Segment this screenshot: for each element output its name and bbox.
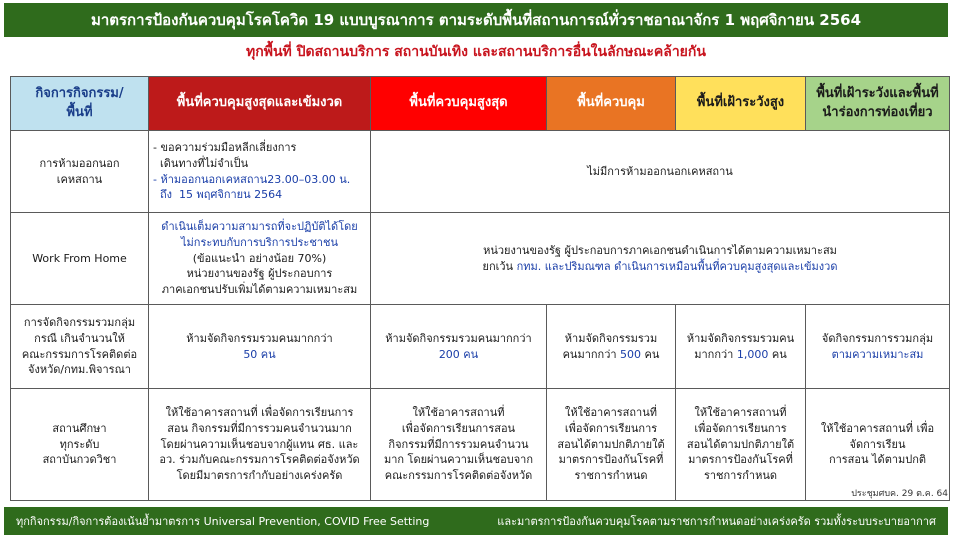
wfh-others-cell: หน่วยงานของรัฐ ผู้ประกอบการภาคเอกชนดำเนินการได้ตามความเหมาะสม ยกเว้น กทม. และปริมณฑล ดำเนินการเหมือนพื้นที่ควบคุมสูงสุดและเข้มงวด: [371, 213, 950, 305]
footer-banner: [4, 507, 948, 535]
header-zone-dark-red: พื้นที่ควบคุมสูงสุดและเข้มงวด: [149, 77, 371, 131]
gathering-yellow-cell: ห้ามจัดกิจกรรมรวมคน มากกว่า 1,000 คน: [676, 305, 806, 389]
footer-left-text: ทุกกิจกรรม/กิจการต้องเน้นย้ำมาตรการ Universal Prevention, COVID Free Setting: [16, 515, 430, 528]
schools-yellow-cell: ให้ใช้อาคารสถานที่ เพื่อจัดการเรียนการ สอนได้ตามปกติภายใต้ มาตรการป้องกันโรคที่ ราชการกำหนด: [676, 389, 806, 501]
schools-dark-red-cell: ให้ใช้อาคารสถานที่ เพื่อจัดการเรียนการ สอน กิจกรรมที่มีการรวมคนจำนวนมาก โดยผ่านความเห็นชอบจากผู้แทน ศธ. และ อว. ร่วมกับคณะกรรมการโรคติดต่อจังหวัด โดยมีมาตรการกำกับอย่างเคร่งครัด: [149, 389, 371, 501]
row-schools: [11, 389, 950, 501]
wfh-dark-red-cell: ดำเนินเต็มความสามารถที่จะปฏิบัติได้โดย ไม่กระทบกับการบริการประชาชน (ข้อแนะนำ อย่างน้อย 70%) หน่วยงานของรัฐ ผู้ประกอบการ ภาคเอกชนปรับเพิ่มได้ตามความเหมาะสม: [149, 213, 371, 305]
label-schools: สถานศึกษา ทุกระดับ สถาบันกวดวิชา: [11, 389, 149, 501]
page-title: มาตรการป้องกันควบคุมโรคโควิด 19 แบบบูรณาการ ตามระดับพื้นที่สถานการณ์ทั่วราชอาณาจักร 1 พฤศจิกายน 2564: [90, 11, 862, 29]
gathering-dark-red-cell: ห้ามจัดกิจกรรมรวมคนมากกว่า 50 คน: [149, 305, 371, 389]
schools-orange-cell: ให้ใช้อาคารสถานที่ เพื่อจัดการเรียนการ สอนได้ตามปกติภายใต้ มาตรการป้องกันโรคที่ ราชการกำหนด: [547, 389, 676, 501]
schools-red-cell: ให้ใช้อาคารสถานที่ เพื่อจัดการเรียนการสอน กิจกรรมที่มีการรวมคนจำนวน มาก โดยผ่านความเห็นชอบจาก คณะกรรมการโรคติดต่อจังหวัด: [371, 389, 547, 501]
gathering-green-cell: จัดกิจกรรมการรวมกลุ่ม ตามความเหมาะสม: [806, 305, 950, 389]
meeting-note: ประชุมศบค. 29 ต.ค. 64: [851, 489, 948, 499]
header-zone-orange: พื้นที่ควบคุม: [547, 77, 676, 131]
page-subtitle: ทุกพื้นที่ ปิดสถานบริการ สถานบันเทิง และสถานบริการอื่นในลักษณะคล้ายกัน: [246, 44, 706, 60]
label-wfh: Work From Home: [11, 213, 149, 305]
footer-right-text: และมาตรการป้องกันควบคุมโรคตามราชการกำหนดอย่างเคร่งครัด รวมทั้งระบบระบายอากาศ: [497, 515, 936, 528]
header-row: [11, 77, 950, 131]
header-zone-green: พื้นที่เฝ้าระวังและพื้นที่ นำร่องการท่องเที่ยว: [806, 77, 950, 131]
row-wfh: [11, 213, 950, 305]
title-banner: [4, 3, 948, 37]
schools-green-cell: ให้ใช้อาคารสถานที่ เพื่อ จัดการเรียน การสอน ได้ตามปกติ: [806, 389, 950, 501]
curfew-others-cell: ไม่มีการห้ามออกนอกเคหสถาน: [371, 131, 950, 213]
measures-table: [10, 76, 950, 501]
row-gathering: [11, 305, 950, 389]
header-zone-red: พื้นที่ควบคุมสูงสุด: [371, 77, 547, 131]
row-curfew: [11, 131, 950, 213]
gathering-red-cell: ห้ามจัดกิจกรรมรวมคนมากกว่า 200 คน: [371, 305, 547, 389]
header-activity: กิจการกิจกรรม/ พื้นที่: [11, 77, 149, 131]
label-curfew: การห้ามออกนอก เคหสถาน: [11, 131, 149, 213]
curfew-dark-red-cell: - ขอความร่วมมือหลีกเลี่ยงการ เดินทางที่ไม่จำเป็น - ห้ามออกนอกเคหสถาน23.00–03.00 น. ถึง 15 พฤศจิกายน 2564: [149, 131, 371, 213]
gathering-orange-cell: ห้ามจัดกิจกรรมรวม คนมากกว่า 500 คน: [547, 305, 676, 389]
label-gathering: การจัดกิจกรรมรวมกลุ่ม กรณี เกินจำนวนให้ คณะกรรมการโรคติดต่อ จังหวัด/กทม.พิจารณา: [11, 305, 149, 389]
header-zone-yellow: พื้นที่เฝ้าระวังสูง: [676, 77, 806, 131]
